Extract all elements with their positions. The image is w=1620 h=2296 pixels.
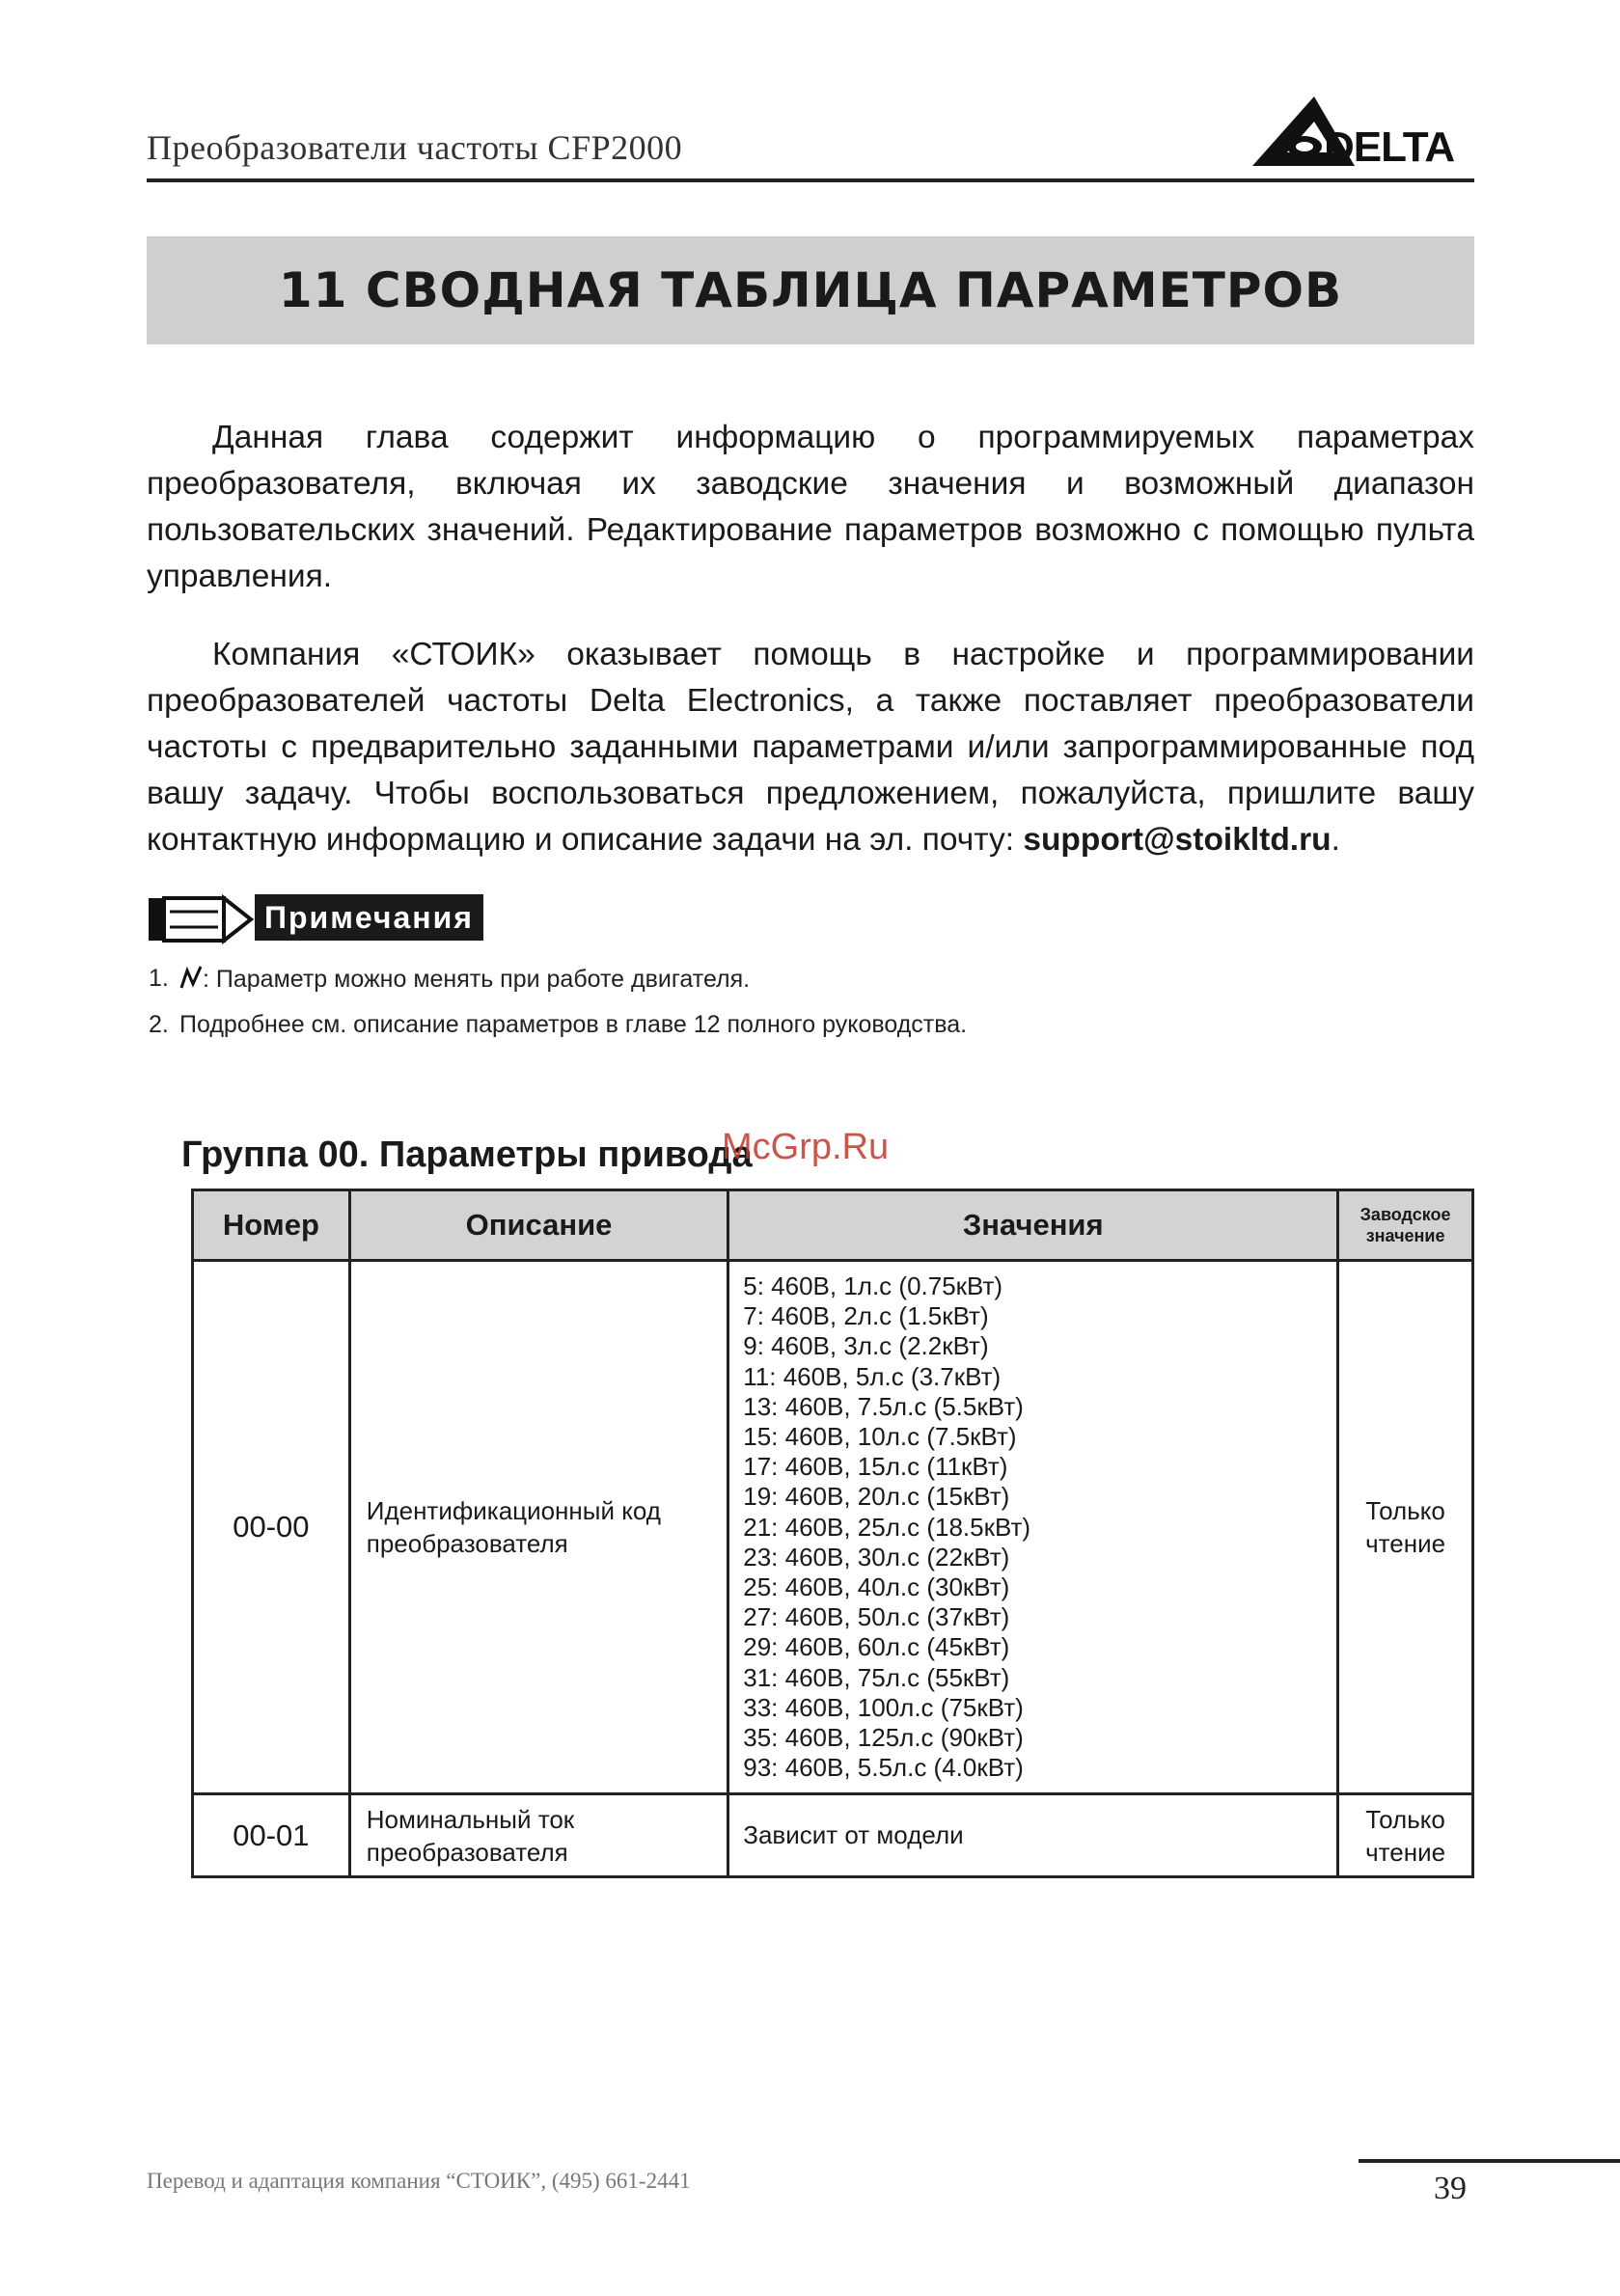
header-values: Значения <box>728 1190 1338 1261</box>
live-edit-icon <box>179 965 203 990</box>
param-description: Номинальный ток преобразователя <box>349 1794 728 1877</box>
note-text: Подробнее см. описание параметров в главе 12 полного руководства. <box>179 1011 968 1038</box>
value-line: 93: 460В, 5.5л.с (4.0кВт) <box>743 1753 1024 1783</box>
param-default: Только чтение <box>1338 1794 1473 1877</box>
value-line: 11: 460В, 5л.с (3.7кВт) <box>743 1361 1002 1391</box>
param-default: Только чтение <box>1338 1261 1473 1794</box>
param-values: Зависит от модели <box>728 1794 1338 1877</box>
page-number: 39 <box>1434 2171 1467 2206</box>
value-line: 9: 460В, 3л.с (2.2кВт) <box>743 1331 989 1361</box>
value-line: 13: 460В, 7.5л.с (5.5кВт) <box>743 1391 1024 1421</box>
value-line: 15: 460В, 10л.с (7.5кВт) <box>743 1422 1017 1452</box>
footer-credit: Перевод и адаптация компания “СТОИК”, (495) 661-2441 <box>147 2169 691 2193</box>
document-title: Преобразователи частоты CFP2000 <box>147 128 683 167</box>
value-line: 7: 460В, 2л.с (1.5кВт) <box>743 1301 989 1331</box>
value-line: 35: 460В, 125л.с (90кВт) <box>743 1723 1024 1753</box>
param-values <box>728 1261 1338 1794</box>
param-description: Идентификационный код преобразователя <box>349 1261 728 1794</box>
pencil-icon <box>147 892 255 946</box>
notes-label: Примечания <box>255 894 483 941</box>
value-line: 27: 460В, 50л.с (37кВт) <box>743 1602 1010 1632</box>
notes-header <box>147 892 513 946</box>
note-number: 1. <box>149 965 169 992</box>
value-line: 5: 460В, 1л.с (0.75кВт) <box>743 1271 1003 1300</box>
header-num: Номер <box>193 1190 350 1261</box>
note-item-1 <box>149 965 751 994</box>
value-line: 33: 460В, 100л.с (75кВт) <box>743 1692 1024 1722</box>
value-line: 31: 460В, 75л.с (55кВт) <box>743 1662 1010 1692</box>
value-line: 21: 460В, 25л.с (18.5кВт) <box>743 1512 1031 1542</box>
note-item-2 <box>149 1011 968 1039</box>
note-number: 2. <box>149 1011 169 1038</box>
header-desc: Описание <box>349 1190 728 1261</box>
value-line: 29: 460В, 60л.с (45кВт) <box>743 1632 1010 1662</box>
value-line: 23: 460В, 30л.с (22кВт) <box>743 1542 1010 1572</box>
note-text: : Параметр можно менять при работе двигателя. <box>203 966 751 993</box>
watermark: McGrp.Ru <box>722 1127 890 1167</box>
footer-divider <box>1359 2159 1620 2163</box>
value-line: 19: 460В, 20л.с (15кВт) <box>743 1482 1010 1512</box>
param-number: 00-01 <box>193 1794 350 1877</box>
group-title: Группа 00. Параметры привода <box>181 1134 753 1175</box>
brand-name: DELTA <box>1324 123 1455 171</box>
support-email: support@stoikltd.ru <box>1023 822 1332 858</box>
intro-paragraph-2-end: . <box>1331 822 1340 858</box>
table-row <box>193 1261 1473 1794</box>
value-line: 25: 460В, 40л.с (30кВт) <box>743 1572 1010 1602</box>
chapter-title: 11 СВОДНАЯ ТАБЛИЦА ПАРАМЕТРОВ <box>278 262 1343 318</box>
parameters-table <box>191 1189 1474 1878</box>
chapter-banner <box>147 236 1474 344</box>
header-divider <box>147 178 1474 182</box>
param-number: 00-00 <box>193 1261 350 1794</box>
table-header-row <box>193 1190 1473 1261</box>
table-row <box>193 1794 1473 1877</box>
intro-paragraph-2-text: Компания «СТОИК» оказывает помощь в настройке и программировании преобразователей частоты Delta Electronics, а также поставляет преобразователи частоты с предварительно заданными параметрами и/или запрограммированные под вашу задачу. Чтобы воспользоваться предложением, пожалуйста, пришлите вашу контактную информацию и описание задачи на эл. почту: <box>147 637 1474 858</box>
intro-paragraph-1: Данная глава содержит информацию о программируемых параметрах преобразователя, включая их заводские значения и возможный диапазон пользовательских значений. Редактирование параметров возможно с помощью пульта управления. <box>147 420 1474 594</box>
intro-paragraph-2 <box>147 632 1474 863</box>
value-line: 17: 460В, 15л.с (11кВт) <box>743 1452 1008 1482</box>
header-default: Заводское значение <box>1338 1190 1473 1261</box>
